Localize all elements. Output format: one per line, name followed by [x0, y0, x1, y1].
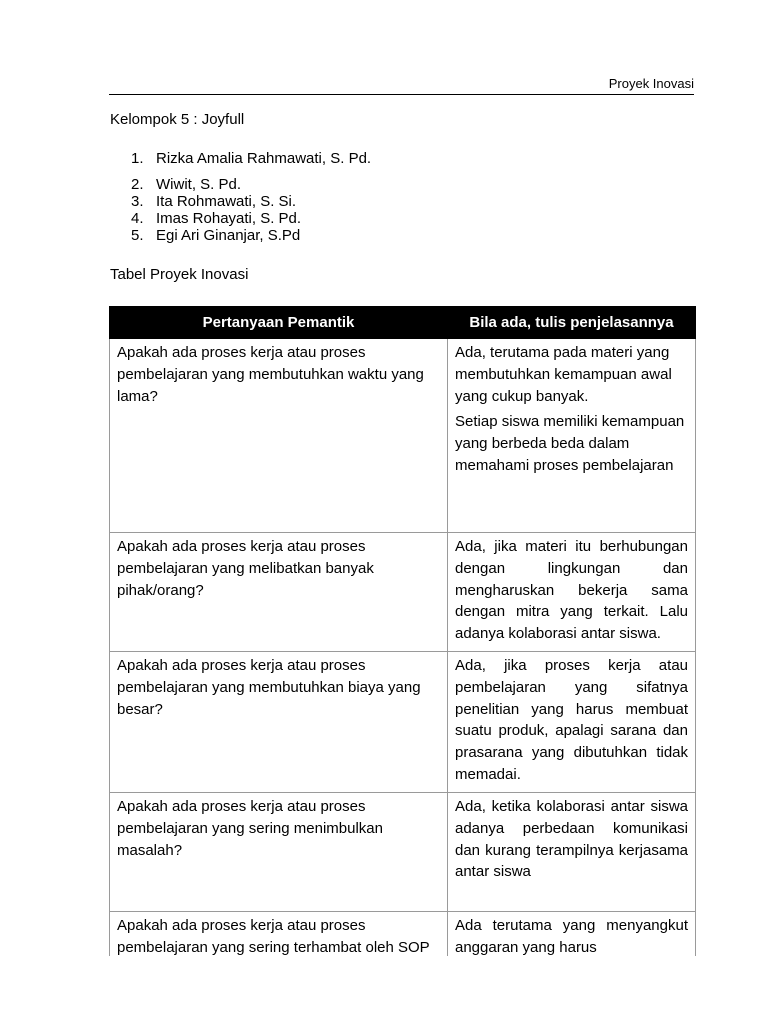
member-name: Imas Rohayati, S. Pd. [156, 210, 302, 227]
answer-cell [448, 793, 696, 912]
table-row [110, 652, 696, 793]
answer-text: Ada, jika proses kerja atau pembelajaran yang sifatnya penelitian yang harus membuat suatu produk, apalagi sarana dan prasarana yang dibutuhkan tidak memadai. [455, 657, 688, 783]
group-title: Kelompok 5 : Joyfull [110, 111, 245, 128]
member-name: Ita Rohmawati, S. Si. [156, 193, 297, 210]
answer-text: Ada terutama yang menyangkut anggaran yang harus [455, 917, 688, 956]
answer-text: Ada, jika materi itu berhubungan dengan lingkungan dan mengharuskan bekerja sama dengan mitra yang terkait. Lalu adanya kolaborasi antar siswa. [455, 538, 688, 643]
table-header-row [110, 307, 696, 339]
table-row [110, 793, 696, 912]
column-header-explanation: Bila ada, tulis penjelasannya [448, 307, 696, 339]
list-item-number: 3. [131, 193, 144, 210]
question-text: Apakah ada proses kerja atau proses pembelajaran yang membutuhkan waktu yang lama? [117, 344, 424, 405]
answer-text: Ada, ketika kolaborasi antar siswa adanya perbedaan komunikasi dan kurang terampilnya kerjasama antar siswa [455, 798, 688, 881]
list-item-number: 2. [131, 176, 144, 193]
table-row [110, 533, 696, 652]
question-text: Apakah ada proses kerja atau proses pembelajaran yang melibatkan banyak pihak/orang? [117, 538, 374, 599]
member-name: Egi Ari Ginanjar, S.Pd [156, 227, 301, 244]
question-cell [110, 912, 448, 957]
question-cell [110, 339, 448, 533]
member-name: Rizka Amalia Rahmawati, S. Pd. [156, 150, 372, 167]
answer-cell [448, 339, 696, 533]
list-item-number: 4. [131, 210, 144, 227]
question-cell [110, 793, 448, 912]
answer-text: Setiap siswa memiliki kemampuan yang berbeda beda dalam memahami proses pembelajaran [455, 413, 685, 474]
question-cell [110, 533, 448, 652]
column-header-question: Pertanyaan Pemantik [110, 307, 448, 339]
table-row [110, 339, 696, 533]
table-caption: Tabel Proyek Inovasi [110, 266, 249, 283]
answer-cell [448, 652, 696, 793]
answer-cell [448, 912, 696, 957]
question-text: Apakah ada proses kerja atau proses pembelajaran yang sering terhambat oleh SOP [117, 917, 430, 956]
list-item-number: 5. [131, 227, 144, 244]
list-item-number: 1. [131, 150, 144, 167]
answer-cell [448, 533, 696, 652]
table-row [110, 912, 696, 957]
innovation-table [109, 306, 696, 956]
question-cell [110, 652, 448, 793]
page-header-title: Proyek Inovasi [608, 76, 694, 91]
answer-text: Ada, terutama pada materi yang membutuhkan kemampuan awal yang cukup banyak. [455, 344, 672, 405]
member-name: Wiwit, S. Pd. [156, 176, 242, 193]
question-text: Apakah ada proses kerja atau proses pembelajaran yang membutuhkan biaya yang besar? [117, 657, 421, 718]
question-text: Apakah ada proses kerja atau proses pembelajaran yang sering menimbulkan masalah? [117, 798, 383, 859]
